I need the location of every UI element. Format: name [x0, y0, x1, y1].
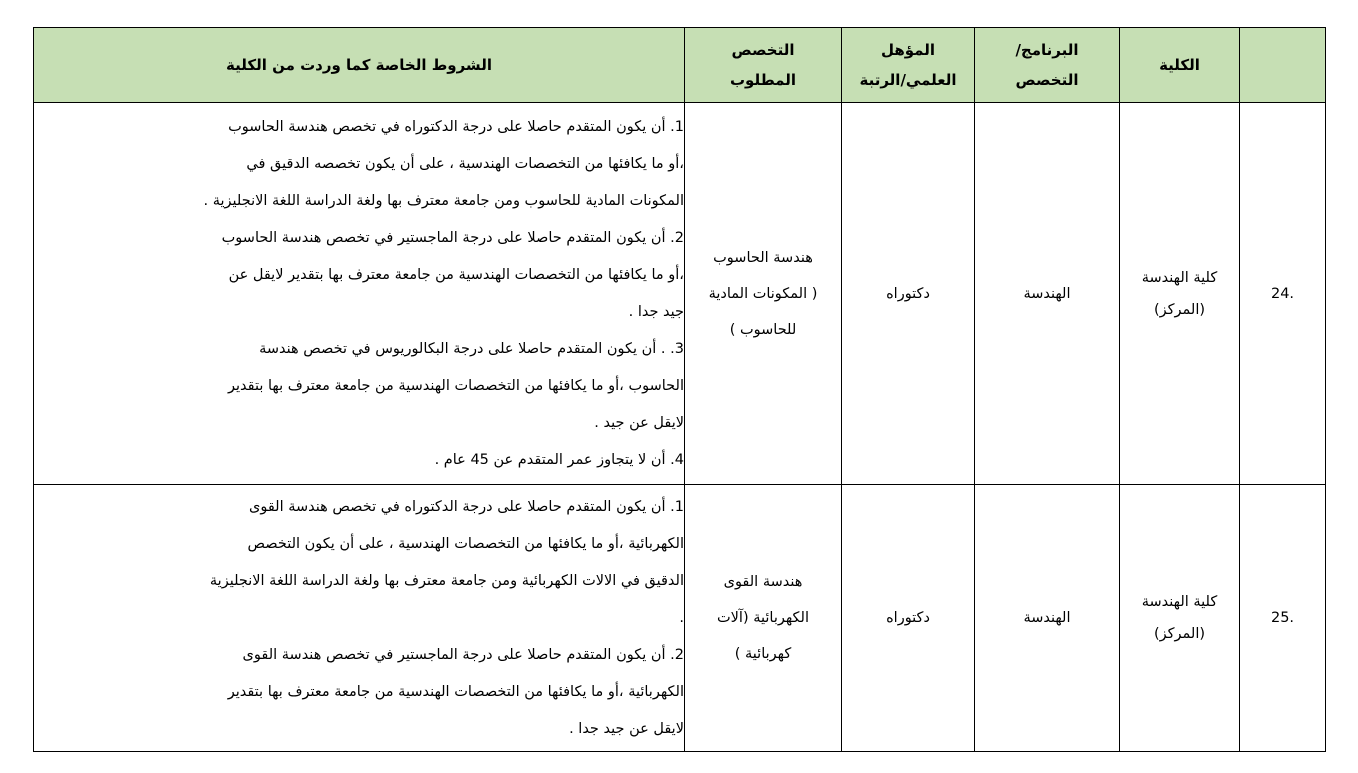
- condition-line: ،أو ما يكافئها من التخصصات الهندسية من جامعة معترف بها بتقدير لايقل عن: [228, 266, 684, 283]
- specialization-line: للحاسوب ): [729, 321, 797, 338]
- condition-line: جيد جدا .: [628, 303, 684, 320]
- header-specialization-line1: التخصص: [731, 41, 795, 59]
- header-row: [34, 28, 1326, 103]
- specialization-line: الكهربائية (آلات: [717, 610, 809, 626]
- specialization-line: هندسة القوى: [723, 574, 803, 590]
- condition-line: 1. أن يكون المتقدم حاصلا على درجة الدكتوراه في تخصص هندسة الحاسوب: [228, 118, 684, 135]
- specialization-line: كهربائية ): [734, 646, 792, 662]
- header-program-line2: التخصص: [1015, 71, 1079, 89]
- condition-line: 2. أن يكون المتقدم حاصلا على درجة الماجستير في تخصص هندسة القوى: [242, 646, 684, 663]
- condition-line: المكونات المادية للحاسوب ومن جامعة معترف بها ولغة الدراسة اللغة الانجليزية .: [203, 192, 684, 209]
- qualification-cell: دكتوراه: [842, 103, 975, 485]
- condition-line: 3. . أن يكون المتقدم حاصلا على درجة البكالوريوس في تخصص هندسة: [259, 340, 684, 357]
- program-cell: الهندسة: [975, 485, 1120, 752]
- header-faculty: الكلية: [1120, 28, 1240, 103]
- jobs-table: [33, 27, 1326, 752]
- header-conditions: الشروط الخاصة كما وردت من الكلية: [34, 28, 685, 103]
- faculty-cell: [1120, 485, 1240, 752]
- header-program-line1: البرنامج/: [1015, 41, 1079, 59]
- specialization-line: هندسة الحاسوب: [713, 249, 813, 266]
- conditions-cell: [34, 103, 685, 485]
- condition-line: الحاسوب ،أو ما يكافئها من التخصصات الهندسية من جامعة معترف بها بتقدير: [227, 377, 684, 394]
- row-number: 25.: [1240, 485, 1326, 752]
- condition-line: .: [679, 609, 684, 626]
- condition-line: الدقيق في الالات الكهربائية ومن جامعة معترف بها ولغة الدراسة اللغة الانجليزية: [209, 572, 684, 589]
- specialization-cell: [685, 485, 842, 752]
- faculty-line2: (المركز): [1153, 301, 1206, 318]
- condition-line: الكهربائية ،أو ما يكافئها من التخصصات الهندسية من جامعة معترف بها بتقدير: [227, 683, 684, 700]
- condition-line: ،أو ما يكافئها من التخصصات الهندسية ، على أن يكون تخصصه الدقيق في: [246, 155, 684, 172]
- conditions-cell: [34, 485, 685, 752]
- condition-line: 2. أن يكون المتقدم حاصلا على درجة الماجستير في تخصص هندسة الحاسوب: [221, 229, 684, 246]
- row-number: 24.: [1240, 103, 1326, 485]
- header-number: [1240, 28, 1326, 103]
- table-row: [34, 485, 1326, 752]
- header-specialization: [685, 28, 842, 103]
- condition-line: 1. أن يكون المتقدم حاصلا على درجة الدكتوراه في تخصص هندسة القوى: [249, 498, 684, 515]
- specialization-line: ( المكونات المادية: [708, 285, 818, 302]
- header-qualification-line2: العلمي/الرتبة: [859, 71, 957, 89]
- condition-line: لايقل عن جيد .: [594, 414, 684, 431]
- faculty-line2: (المركز): [1153, 626, 1206, 642]
- table-row: [34, 103, 1326, 485]
- faculty-line1: كلية الهندسة: [1141, 594, 1218, 610]
- faculty-line1: كلية الهندسة: [1141, 269, 1218, 286]
- condition-line: الكهربائية ،أو ما يكافئها من التخصصات الهندسية ، على أن يكون التخصص: [247, 535, 684, 552]
- condition-line: 4. أن لا يتجاوز عمر المتقدم عن 45 عام .: [434, 451, 684, 468]
- faculty-cell: [1120, 103, 1240, 485]
- header-program: [975, 28, 1120, 103]
- condition-line: لايقل عن جيد جدا .: [569, 720, 684, 737]
- header-qualification-line1: المؤهل: [880, 41, 936, 59]
- header-specialization-line2: المطلوب: [729, 71, 797, 89]
- specialization-cell: [685, 103, 842, 485]
- program-cell: الهندسة: [975, 103, 1120, 485]
- header-qualification: [842, 28, 975, 103]
- qualification-cell: دكتوراه: [842, 485, 975, 752]
